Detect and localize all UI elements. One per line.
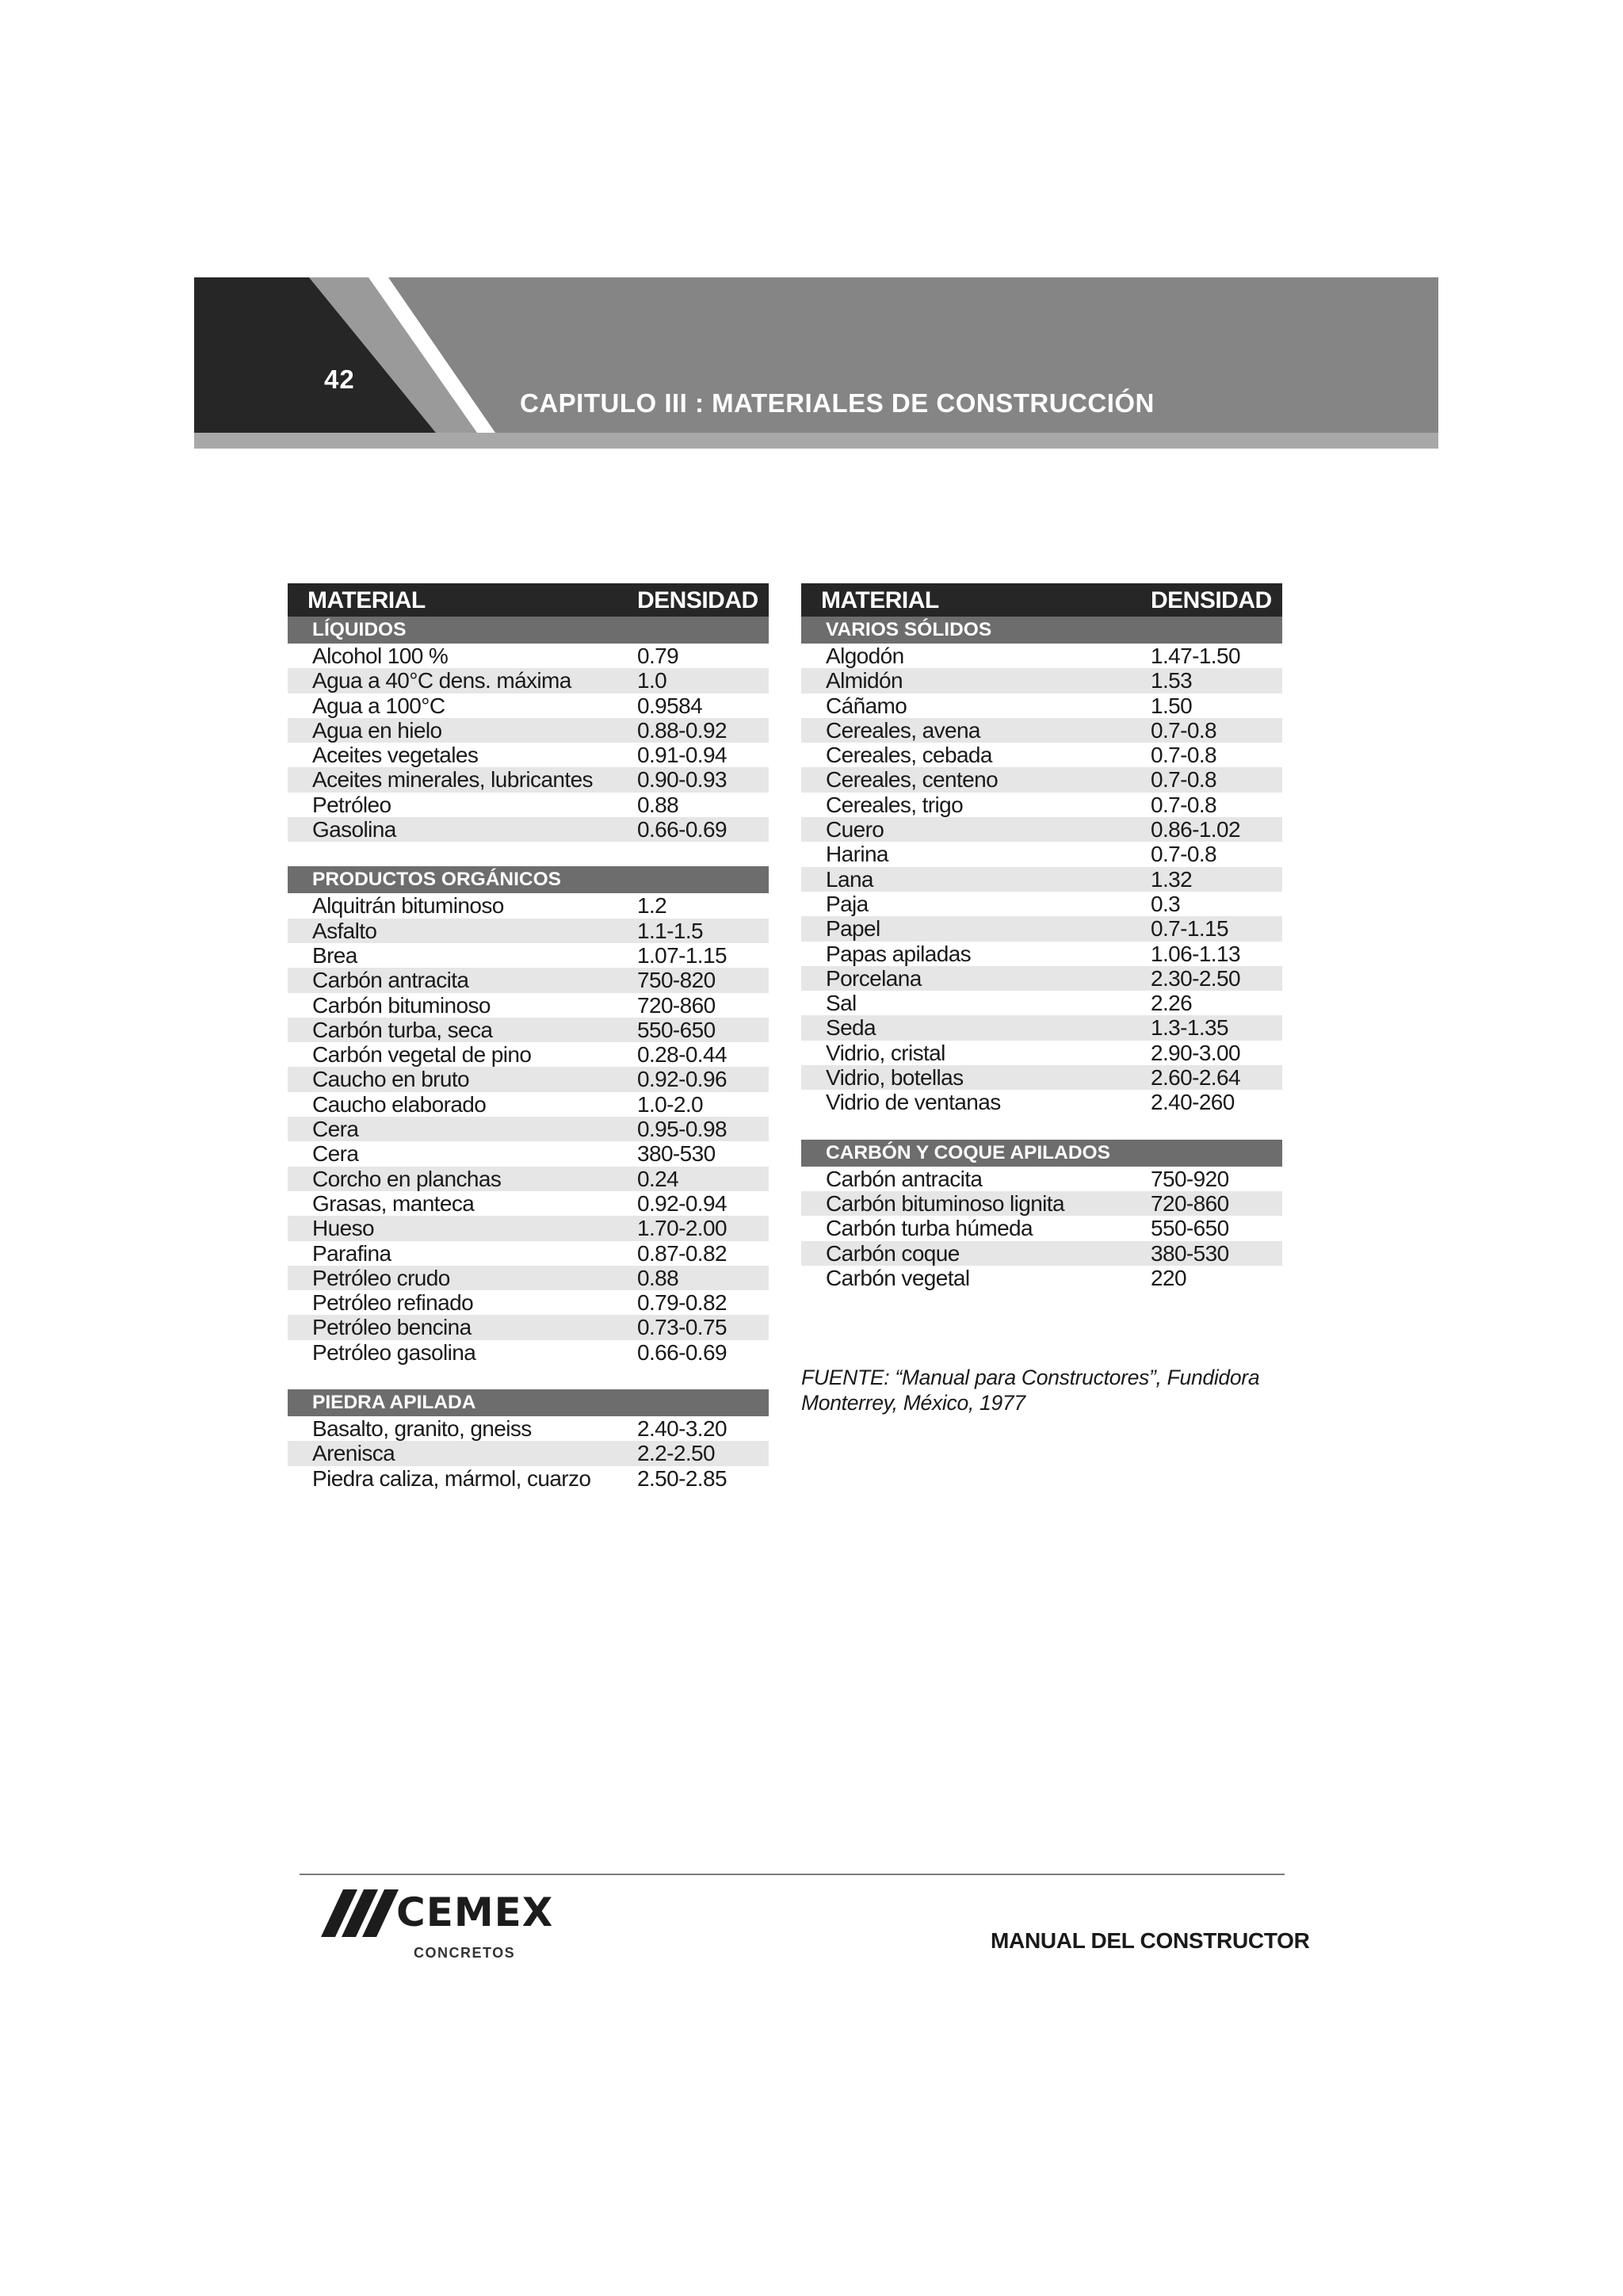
density-cell: 1.0-2.0 [637, 1091, 703, 1117]
density-cell: 750-920 [1151, 1166, 1229, 1191]
material-cell: Corcho en planchas [312, 1166, 502, 1191]
table-row [801, 916, 1282, 941]
material-cell: Aceites minerales, lubricantes [312, 767, 593, 793]
density-cell: 0.92-0.96 [637, 1067, 727, 1092]
column-header-density: DENSIDAD [637, 587, 758, 613]
density-table-right [801, 583, 1282, 1290]
table-row [801, 942, 1282, 966]
density-cell: 2.60-2.64 [1151, 1065, 1240, 1091]
material-cell: Carbón vegetal de pino [312, 1042, 532, 1068]
density-cell: 750-820 [637, 968, 716, 993]
material-cell: Cuero [826, 817, 884, 842]
density-cell: 2.2-2.50 [637, 1441, 715, 1466]
table-row [288, 1167, 769, 1191]
density-cell: 0.7-0.8 [1151, 767, 1216, 793]
density-cell: 0.92-0.94 [637, 1190, 727, 1216]
density-cell: 1.2 [637, 893, 667, 919]
material-cell: Asfalto [312, 918, 377, 943]
table-row [801, 1015, 1282, 1040]
material-cell: Gasolina [312, 817, 396, 842]
material-cell: Carbón turba, seca [312, 1017, 493, 1042]
density-cell: 1.1-1.5 [637, 918, 703, 943]
density-cell: 0.7-0.8 [1151, 743, 1216, 768]
table-row [288, 1117, 769, 1141]
material-cell: Vidrio, botellas [826, 1065, 964, 1091]
material-cell: Carbón vegetal [826, 1265, 970, 1290]
material-cell: Carbón coque [826, 1240, 960, 1266]
density-cell: 1.0 [637, 668, 667, 693]
material-cell: Brea [312, 942, 357, 968]
table-row [288, 693, 769, 718]
table-row [288, 893, 769, 918]
section-header [801, 1140, 1282, 1167]
table-row [801, 693, 1282, 718]
material-cell: Piedra caliza, mármol, cuarzo [312, 1465, 591, 1491]
table-body [288, 617, 769, 1491]
density-cell: 2.30-2.50 [1151, 965, 1240, 991]
density-cell: 550-650 [637, 1017, 716, 1042]
material-cell: Agua a 40°C dens. máxima [312, 668, 571, 693]
header-bottom-strip [194, 433, 1438, 449]
density-cell: 1.53 [1151, 668, 1193, 693]
material-cell: Alquitrán bituminoso [312, 893, 504, 919]
table-row [801, 1241, 1282, 1266]
section-title: VARIOS SÓLIDOS [826, 619, 992, 640]
table-row [288, 943, 769, 968]
density-cell: 1.07-1.15 [637, 942, 727, 968]
table-row [801, 1216, 1282, 1240]
table-row [288, 919, 769, 943]
column-header-material: MATERIAL [821, 587, 939, 613]
table-row [801, 1041, 1282, 1065]
density-cell: 2.40-3.20 [637, 1416, 727, 1442]
table-row [801, 1266, 1282, 1290]
table-row [801, 1090, 1282, 1114]
column-header-density: DENSIDAD [1151, 587, 1272, 613]
material-cell: Almidón [826, 668, 903, 693]
density-cell: 0.79-0.82 [637, 1290, 727, 1316]
density-cell: 0.7-0.8 [1151, 792, 1216, 817]
density-cell: 720-860 [637, 992, 716, 1018]
material-cell: Grasas, manteca [312, 1190, 475, 1216]
density-cell: 1.3-1.35 [1151, 1015, 1228, 1041]
cemex-slash-mark-icon [321, 1889, 400, 1945]
manual-title: MANUAL DEL CONSTRUCTOR [991, 1928, 1310, 1953]
density-cell: 0.7-1.15 [1151, 916, 1228, 942]
section-spacer [288, 1365, 769, 1389]
density-cell: 0.9584 [637, 693, 703, 718]
table-row [288, 718, 769, 743]
table-row [801, 644, 1282, 668]
cemex-logo [321, 1889, 554, 1969]
material-cell: Cera [312, 1141, 359, 1167]
table-row [288, 644, 769, 668]
logo-subtext: CONCRETOS [414, 1945, 516, 1961]
table-row [288, 1290, 769, 1315]
table-row [288, 968, 769, 992]
table-row [801, 1167, 1282, 1191]
material-cell: Harina [826, 842, 888, 867]
table-row [801, 867, 1282, 892]
material-cell: Alcohol 100 % [312, 644, 449, 668]
density-cell: 0.87-0.82 [637, 1240, 727, 1266]
density-cell: 220 [1151, 1265, 1186, 1290]
table-row [288, 767, 769, 792]
material-cell: Petróleo [312, 792, 391, 817]
material-cell: Paja [826, 891, 869, 916]
material-cell: Carbón antracita [826, 1166, 983, 1191]
material-cell: Parafina [312, 1240, 391, 1266]
material-cell: Algodón [826, 644, 904, 668]
section-header [801, 617, 1282, 644]
source-note: FUENTE: “Manual para Constructores”, Fundidora Monterrey, México, 1977 [801, 1366, 1260, 1415]
table-row [801, 718, 1282, 743]
density-cell: 0.3 [1151, 891, 1181, 916]
material-cell: Arenisca [312, 1441, 395, 1466]
section-title: CARBÓN Y COQUE APILADOS [826, 1141, 1110, 1163]
table-row [801, 892, 1282, 916]
section-spacer [288, 842, 769, 866]
density-cell: 380-530 [1151, 1240, 1229, 1266]
material-cell: Cereales, cebada [826, 743, 992, 768]
material-cell: Carbón bituminoso lignita [826, 1190, 1064, 1216]
density-cell: 2.26 [1151, 991, 1193, 1016]
material-cell: Petróleo crudo [312, 1265, 450, 1290]
material-cell: Seda [826, 1015, 876, 1041]
density-cell: 550-650 [1151, 1216, 1229, 1241]
material-cell: Papas apiladas [826, 941, 972, 966]
table-body [801, 617, 1282, 1290]
material-cell: Lana [826, 866, 873, 892]
logo-wordmark: CEMEX [396, 1889, 554, 1935]
section-title: LÍQUIDOS [312, 619, 407, 640]
density-cell: 0.73-0.75 [637, 1315, 727, 1340]
material-cell: Petróleo bencina [312, 1315, 472, 1340]
material-cell: Cera [312, 1117, 359, 1142]
chapter-title: CAPITULO III : MATERIALES DE CONSTRUCCIÓN [520, 388, 1155, 418]
table-row [288, 1416, 769, 1441]
density-cell: 1.50 [1151, 693, 1193, 718]
density-cell: 0.7-0.8 [1151, 842, 1216, 867]
density-cell: 720-860 [1151, 1190, 1229, 1216]
material-cell: Carbón turba húmeda [826, 1216, 1033, 1241]
table-row [288, 1092, 769, 1117]
table-row [288, 1067, 769, 1091]
density-cell: 0.66-0.69 [637, 1339, 727, 1365]
section-header [288, 617, 769, 644]
page-number: 42 [324, 365, 355, 394]
table-row [288, 1466, 769, 1491]
section-title: PIEDRA APILADA [312, 1392, 476, 1414]
table-row [801, 743, 1282, 767]
header-band-graphic [194, 277, 1438, 449]
table-row [288, 1141, 769, 1166]
material-cell: Vidrio, cristal [826, 1040, 945, 1065]
material-cell: Basalto, granito, gneiss [312, 1416, 532, 1442]
section-header [288, 1389, 769, 1416]
material-cell: Porcelana [826, 965, 922, 991]
section-spacer [801, 1115, 1282, 1140]
density-cell: 0.24 [637, 1166, 679, 1191]
material-cell: Cereales, avena [826, 717, 980, 743]
material-cell: Aceites vegetales [312, 743, 479, 768]
table-row [288, 993, 769, 1018]
material-cell: Carbón bituminoso [312, 992, 491, 1018]
density-cell: 1.32 [1151, 866, 1193, 892]
column-header-material: MATERIAL [307, 587, 426, 613]
density-cell: 0.86-1.02 [1151, 817, 1240, 842]
table-row [288, 743, 769, 767]
table-row [288, 1315, 769, 1339]
density-cell: 0.88 [637, 792, 679, 817]
density-cell: 0.88-0.92 [637, 717, 727, 743]
material-cell: Agua en hielo [312, 717, 442, 743]
table-row [288, 1266, 769, 1290]
density-cell: 0.95-0.98 [637, 1117, 727, 1142]
table-row [288, 668, 769, 693]
material-cell: Agua a 100°C [312, 693, 445, 718]
table-row [288, 1191, 769, 1216]
density-cell: 0.66-0.69 [637, 817, 727, 842]
material-cell: Cereales, centeno [826, 767, 999, 793]
table-row [801, 668, 1282, 693]
density-cell: 0.28-0.44 [637, 1042, 727, 1068]
density-cell: 1.70-2.00 [637, 1216, 727, 1241]
density-cell: 1.06-1.13 [1151, 941, 1240, 966]
table-row [801, 817, 1282, 842]
density-cell: 0.79 [637, 644, 679, 668]
material-cell: Petróleo refinado [312, 1290, 474, 1316]
density-cell: 2.50-2.85 [637, 1465, 727, 1491]
density-cell: 1.47-1.50 [1151, 644, 1240, 668]
footer-divider [300, 1874, 1285, 1875]
material-cell: Petróleo gasolina [312, 1339, 476, 1365]
table-row [288, 817, 769, 842]
density-cell: 0.7-0.8 [1151, 717, 1216, 743]
table-row [801, 842, 1282, 866]
section-title: PRODUCTOS ORGÁNICOS [312, 869, 561, 891]
table-header [801, 583, 1282, 617]
table-row [801, 767, 1282, 792]
table-row [801, 966, 1282, 991]
material-cell: Caucho en bruto [312, 1067, 470, 1092]
table-row [801, 793, 1282, 817]
material-cell: Hueso [312, 1216, 374, 1241]
density-cell: 0.90-0.93 [637, 767, 727, 793]
section-header [288, 866, 769, 893]
material-cell: Caucho elaborado [312, 1091, 487, 1117]
table-row [288, 1216, 769, 1240]
density-cell: 2.90-3.00 [1151, 1040, 1240, 1065]
table-row [288, 1018, 769, 1042]
density-cell: 2.40-260 [1151, 1090, 1235, 1115]
table-row [288, 1241, 769, 1266]
table-row [288, 1441, 769, 1465]
material-cell: Vidrio de ventanas [826, 1090, 1001, 1115]
table-row [801, 1065, 1282, 1090]
density-table-left [288, 583, 769, 1491]
table-row [288, 1042, 769, 1067]
material-cell: Carbón antracita [312, 968, 469, 993]
table-row [288, 1340, 769, 1365]
material-cell: Cereales, trigo [826, 792, 964, 817]
material-cell: Sal [826, 991, 857, 1016]
chapter-header [194, 277, 1438, 449]
table-row [288, 793, 769, 817]
material-cell: Cáñamo [826, 693, 907, 718]
table-row [801, 1191, 1282, 1216]
table-row [801, 991, 1282, 1015]
density-cell: 0.91-0.94 [637, 743, 727, 768]
material-cell: Papel [826, 916, 880, 942]
table-header [288, 583, 769, 617]
density-cell: 0.88 [637, 1265, 679, 1290]
density-cell: 380-530 [637, 1141, 716, 1167]
